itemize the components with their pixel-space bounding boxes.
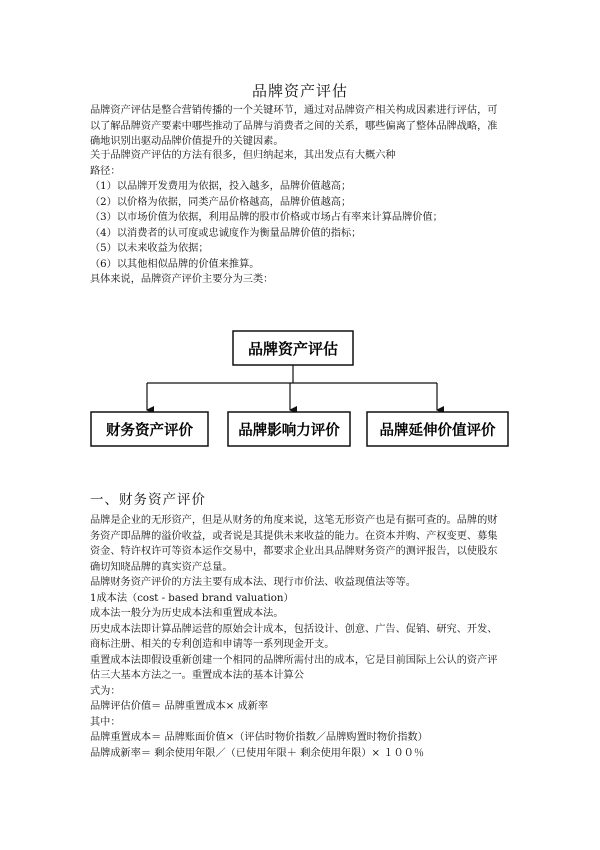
text-line: 式为： (90, 685, 121, 697)
methods-paragraph (90, 148, 520, 288)
section-heading: 一、财务资产评价 (90, 492, 206, 508)
text-line: 以了解品牌资产要素中哪些推动了品牌与消费者之间的关系，哪些偏离了整体品牌战略，准 (90, 120, 498, 132)
diagram-child-label: 品牌影响力评价 (238, 423, 340, 439)
list-item: （2）以价格为依据，同类产品价格越高，品牌价值越高； (90, 196, 352, 208)
text-line: 确切知晓品牌的真实资产总量。 (90, 561, 233, 573)
page-title: 品牌资产评估 (251, 82, 348, 100)
text-line: 路径： (90, 165, 121, 177)
text-line: 重置成本法即假设重新创建一个相同的品牌所需付出的成本，它是目前国际上公认的资产评 (90, 654, 498, 666)
list-item: （1）以品牌开发费用为依据，投入越多，品牌价值越高； (90, 181, 352, 192)
text-line: 品牌是企业的无形资产，但是从财务的角度来说，这笔无形资产也是有据可查的。品牌的财 (90, 515, 498, 526)
text-line: 历史成本法即计算品牌运营的原始会计成本，包括设计、创意、广告、促销、研究、开发、 (90, 623, 498, 635)
text-line: 其中： (90, 716, 121, 728)
diagram-root-label: 品牌资产评估 (247, 340, 339, 358)
text-line: 品牌财务资产评价的方法主要有成本法、现行市价法、收益现值法等等。 (90, 577, 416, 588)
hierarchy-diagram (0, 318, 600, 468)
text-line: 资金、特许权许可等资本运作交易中，都要求企业出具品牌财务资产的测评报告，以使股东 (90, 546, 498, 557)
intro-paragraph (90, 103, 520, 150)
text-line: 具体来说，品牌资产评价主要分为三类： (90, 274, 274, 285)
diagram-child-label: 品牌延伸价值评价 (379, 423, 496, 439)
text-line: 务资产即品牌的溢价收益，或者说是其提供未来收益的能力。在资本并购、产权变更、募集 (90, 530, 498, 542)
text-line: 成本法一般分为历史成本法和重置成本法。 (90, 608, 284, 619)
text-line: 估三大基本方法之一。重置成本法的基本计算公 (90, 670, 304, 681)
section-body (90, 513, 520, 761)
formula-line: 品牌评估价值＝ 品牌重置成本× 成新率 (90, 701, 269, 712)
formula-line: 品牌成新率＝ 剩余使用年限／（已使用年限＋ 剩余使用年限）× １００％ (90, 747, 425, 759)
text-line: 确地识别出驱动品牌价值提升的关键因素。 (90, 136, 284, 147)
text-line: 关于品牌资产评估的方法有很多，但归纳起来，其出发点有大概六种 (90, 150, 396, 161)
text-line: 1成本法（cost - based brand valuation） (90, 592, 294, 604)
formula-line: 品牌重置成本＝ 品牌账面价值×（评估时物价指数／品牌购置时物价指数） (90, 732, 428, 743)
text-line: 商标注册、相关的专利创造和申请等一系列现金开支。 (90, 639, 335, 650)
list-item: （3）以市场价值为依据，利用品牌的股市价格或市场占有率来计算品牌价值； (90, 212, 443, 223)
list-item: （6）以其他相似品牌的价值来推算。 (90, 258, 260, 270)
list-item: （4）以消费者的认可度或忠诚度作为衡量品牌价值的指标； (90, 227, 362, 239)
text-line: 品牌资产评估是整合营销传播的一个关键环节，通过对品牌资产相关构成因素进行评估，可 (90, 105, 498, 116)
list-item: （5）以未来收益为依据； (90, 243, 209, 254)
diagram-child-label: 财务资产评价 (106, 423, 193, 439)
